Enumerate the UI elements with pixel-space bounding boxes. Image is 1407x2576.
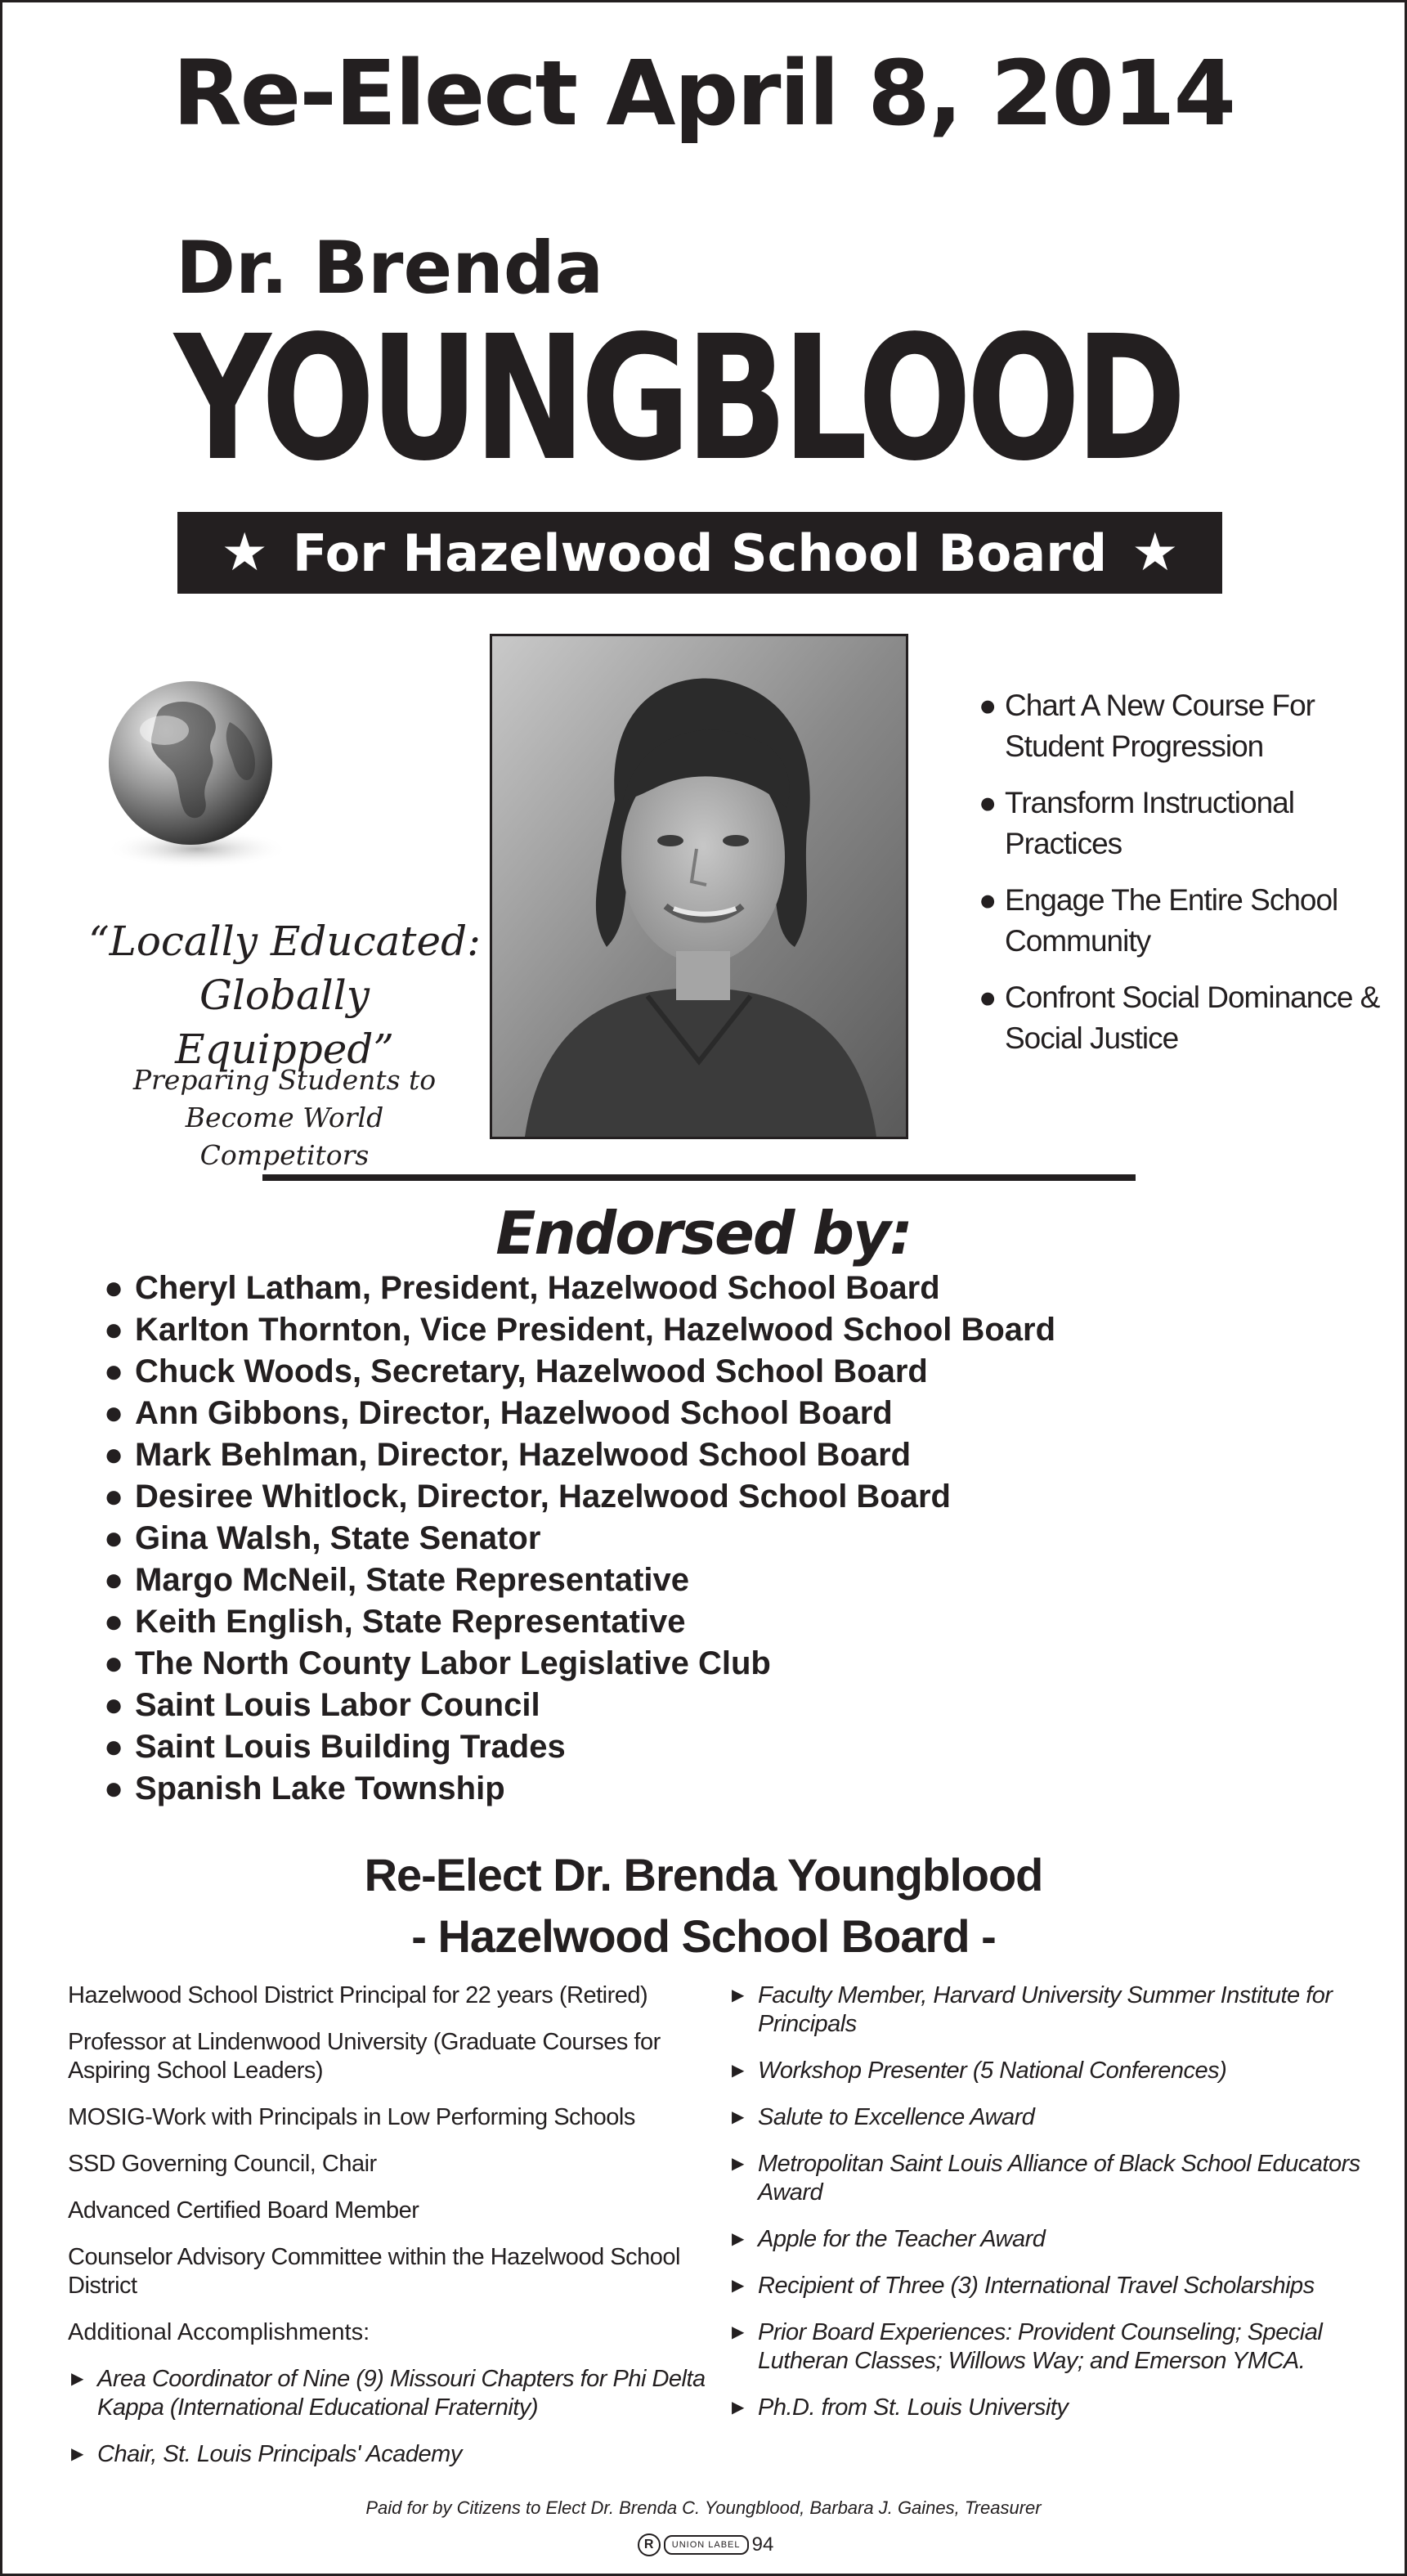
- accomplishment-item: [728, 2225, 1382, 2254]
- endorsement-item: [104, 1726, 1330, 1768]
- endorsement-item: [104, 1518, 1330, 1560]
- portrait-illustration: [492, 636, 906, 1137]
- credential-item: SSD Governing Council, Chair: [68, 2151, 377, 2177]
- accomplishment-item: [728, 2318, 1382, 2376]
- accomplishment-item: [68, 2365, 706, 2422]
- endorser-text: Spanish Lake Township: [135, 1770, 505, 1806]
- credential-item: Counselor Advisory Committee within the Hazelwood School District: [68, 2244, 680, 2299]
- candidate-photo: [490, 634, 908, 1139]
- endorsement-item: [104, 1351, 1330, 1393]
- endorser-text: Keith English, State Representative: [135, 1604, 686, 1640]
- accomplishment-text: Salute to Excellence Award: [758, 2104, 1035, 2130]
- triangle-bullet-icon: ▶: [732, 2108, 744, 2126]
- paid-for-disclaimer: Paid for by Citizens to Elect Dr. Brenda C. Youngblood, Barbara J. Gaines, Treasurer: [365, 2497, 1042, 2518]
- goal-text: Transform Instructional Practices: [1005, 786, 1294, 860]
- endorsement-item: [104, 1685, 1330, 1726]
- slogan-line-2: Globally Equipped”: [175, 972, 394, 1073]
- endorser-text: Chuck Woods, Secretary, Hazelwood School Board: [135, 1353, 928, 1389]
- endorsement-item: [104, 1434, 1330, 1476]
- bullet-dot-icon: ●: [979, 883, 997, 917]
- accomplishment-item: [728, 2150, 1382, 2207]
- goal-text: Chart A New Course For Student Progression: [1005, 689, 1315, 763]
- goal-item: [975, 880, 1392, 962]
- bullet-dot-icon: ●: [979, 981, 997, 1014]
- bullet-dot-icon: ●: [104, 1353, 124, 1389]
- endorser-text: Karlton Thornton, Vice President, Hazelwood School Board: [135, 1312, 1056, 1348]
- accomplishments-label: Additional Accomplishments:: [68, 2319, 370, 2345]
- headline: Re-Elect April 8, 2014: [172, 41, 1235, 146]
- endorsement-item: [104, 1476, 1330, 1518]
- campaign-goals: [975, 685, 1392, 1075]
- endorsement-item: [104, 1393, 1330, 1434]
- accomplishment-text: Metropolitan Saint Louis Alliance of Black School Educators Award: [758, 2151, 1360, 2206]
- endorser-text: Saint Louis Labor Council: [135, 1687, 540, 1723]
- registered-mark-icon: R: [638, 2533, 661, 2556]
- endorsements-list: [104, 1268, 1330, 1810]
- triangle-bullet-icon: ▶: [71, 2370, 83, 2388]
- bullet-dot-icon: ●: [104, 1479, 124, 1515]
- tagline-line-1: Preparing Students to: [132, 1064, 437, 1096]
- union-number: 94: [751, 2533, 774, 2556]
- endorser-text: Desiree Whitlock, Director, Hazelwood School Board: [135, 1479, 951, 1515]
- triangle-bullet-icon: ▶: [732, 2277, 744, 2295]
- goal-text: Engage The Entire School Community: [1005, 883, 1338, 958]
- endorser-text: Cheryl Latham, President, Hazelwood School Board: [135, 1270, 940, 1306]
- globe-icon: [99, 673, 295, 877]
- reelect-heading: Re-Elect Dr. Brenda Youngblood: [364, 1849, 1043, 1901]
- endorser-text: The North County Labor Legislative Club: [135, 1645, 771, 1681]
- school-board-banner: [177, 512, 1222, 594]
- credential-item: Hazelwood School District Principal for 22 years (Retired): [68, 1982, 648, 2008]
- credential-item: Advanced Certified Board Member: [68, 2197, 419, 2224]
- bullet-dot-icon: ●: [104, 1520, 124, 1556]
- triangle-bullet-icon: ▶: [732, 1986, 744, 2004]
- goal-item: [975, 783, 1392, 864]
- star-icon: ★: [1131, 523, 1179, 583]
- section-divider: [262, 1174, 1136, 1181]
- credential-item: Professor at Lindenwood University (Graduate Courses for Aspiring School Leaders): [68, 2029, 661, 2084]
- accomplishment-text: Apple for the Teacher Award: [758, 2226, 1046, 2252]
- accomplishment-item: [68, 2440, 706, 2469]
- accomplishment-text: Prior Board Experiences: Provident Counseling; Special Lutheran Classes; Willows Way; and Emerson YMCA.: [758, 2319, 1323, 2374]
- bullet-dot-icon: ●: [104, 1687, 124, 1723]
- endorsement-item: [104, 1601, 1330, 1643]
- accomplishment-text: Faculty Member, Harvard University Summer Institute for Principals: [758, 1982, 1333, 2037]
- bullet-dot-icon: ●: [104, 1437, 124, 1473]
- goal-item: [975, 685, 1392, 767]
- accomplishment-item: [728, 2394, 1382, 2422]
- credentials-right-column: [728, 1981, 1382, 2440]
- endorser-text: Gina Walsh, State Senator: [135, 1520, 541, 1556]
- triangle-bullet-icon: ▶: [732, 2230, 744, 2248]
- endorsement-item: [104, 1643, 1330, 1685]
- accomplishment-text: Chair, St. Louis Principals' Academy: [97, 2441, 462, 2467]
- triangle-bullet-icon: ▶: [732, 2323, 744, 2341]
- endorsement-item: [104, 1768, 1330, 1810]
- credential-item: MOSIG-Work with Principals in Low Performing Schools: [68, 2104, 635, 2130]
- accomplishment-text: Recipient of Three (3) International Travel Scholarships: [758, 2273, 1315, 2299]
- credentials-left-column: [68, 1981, 706, 2487]
- bullet-dot-icon: ●: [104, 1395, 124, 1431]
- bullet-dot-icon: ●: [104, 1645, 124, 1681]
- bullet-dot-icon: ●: [104, 1604, 124, 1640]
- endorsement-item: [104, 1309, 1330, 1351]
- triangle-bullet-icon: ▶: [71, 2445, 83, 2463]
- accomplishment-item: [728, 2057, 1382, 2085]
- bullet-dot-icon: ●: [104, 1770, 124, 1806]
- candidate-first-name: Dr. Brenda: [176, 226, 604, 310]
- bullet-dot-icon: ●: [979, 786, 997, 819]
- union-bug: [575, 2531, 836, 2559]
- slogan-line-1: “Locally Educated:: [88, 918, 481, 965]
- goal-text: Confront Social Dominance & Social Justice: [1005, 981, 1380, 1055]
- reelect-subheading: - Hazelwood School Board -: [411, 1910, 996, 1962]
- banner-text: For Hazelwood School Board: [292, 523, 1108, 583]
- endorsement-item: [104, 1560, 1330, 1601]
- tagline: [101, 1061, 468, 1174]
- bullet-dot-icon: ●: [104, 1270, 124, 1306]
- accomplishment-text: Ph.D. from St. Louis University: [758, 2394, 1069, 2421]
- bullet-dot-icon: ●: [104, 1729, 124, 1765]
- union-label-badge: UNION LABEL: [664, 2535, 749, 2555]
- endorser-text: Mark Behlman, Director, Hazelwood School Board: [135, 1437, 912, 1473]
- star-icon: ★: [221, 523, 268, 583]
- accomplishment-text: Area Coordinator of Nine (9) Missouri Chapters for Phi Delta Kappa (International Educational Fraternity): [97, 2366, 706, 2421]
- endorser-text: Ann Gibbons, Director, Hazelwood School Board: [135, 1395, 893, 1431]
- bullet-dot-icon: ●: [979, 689, 997, 722]
- endorser-text: Saint Louis Building Trades: [135, 1729, 566, 1765]
- accomplishment-item: [728, 1981, 1382, 2039]
- triangle-bullet-icon: ▶: [732, 2399, 744, 2417]
- triangle-bullet-icon: ▶: [732, 2155, 744, 2173]
- triangle-bullet-icon: ▶: [732, 2062, 744, 2080]
- accomplishment-item: [728, 2103, 1382, 2132]
- goal-item: [975, 977, 1392, 1059]
- slogan: [84, 914, 485, 1076]
- endorsements-title: Endorsed by:: [495, 1199, 912, 1268]
- tagline-line-2: Become World Competitors: [185, 1102, 384, 1171]
- endorser-text: Margo McNeil, State Representative: [135, 1562, 689, 1598]
- candidate-last-name: YOUNGBLOOD: [174, 298, 1182, 499]
- bullet-dot-icon: ●: [104, 1312, 124, 1348]
- accomplishment-text: Workshop Presenter (5 National Conferences): [758, 2058, 1227, 2084]
- endorsement-item: [104, 1268, 1330, 1309]
- bullet-dot-icon: ●: [104, 1562, 124, 1598]
- accomplishment-item: [728, 2272, 1382, 2300]
